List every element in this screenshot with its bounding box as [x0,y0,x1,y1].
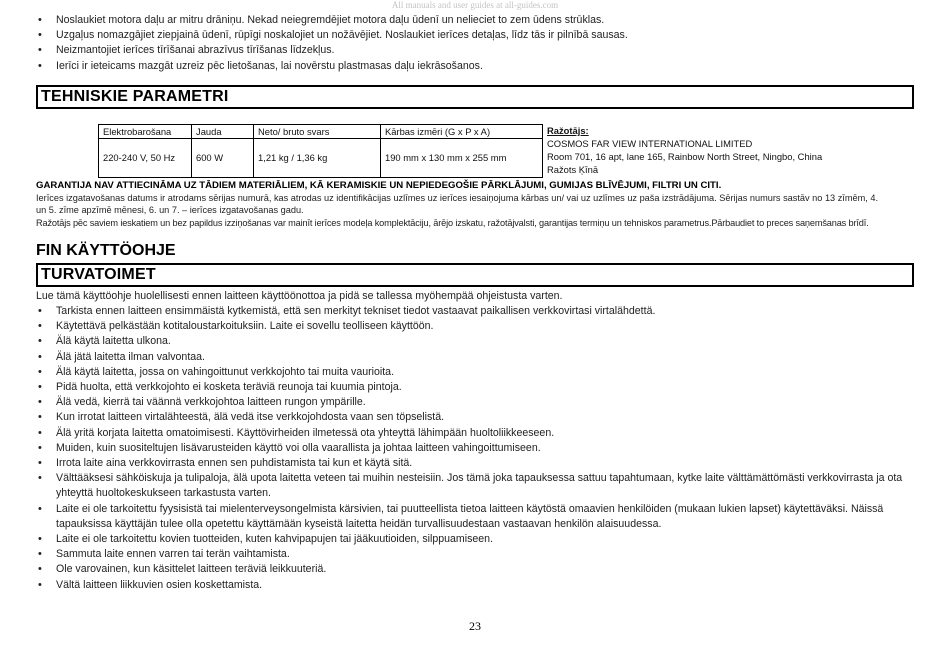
manufacturer-label: Ražotājs: [547,124,589,136]
list-item: • Muiden, kuin suositeltujen lisävarusteiden käyttö voi olla vaarallista ja johtaa laitteen vahingoittumiseen. [36,441,914,456]
table-header-cell: Neto/ bruto svars [254,124,381,138]
section-header-safety [36,263,914,287]
list-item: • Laite ei ole tarkoitettu kovien tuotteiden, kuten kahvipapujen tai jääkuutioiden, silppuamiseen. [36,532,914,547]
section-header-tech [36,85,914,109]
manufacturer-origin: Ražots Ķīnā [547,163,599,175]
table-header-cell: Kārbas izmēri (G x P x A) [381,124,543,138]
serial-number-text-cont: un 5. zīme apzīmē mēnesi, 6. un 7. – ierīces izgatavošanas gadu. [36,205,304,216]
list-item: • Tarkista ennen laitteen ensimmäistä kytkemistä, että sen merkityt tekniset tiedot vastaavat paikallisen verkkovirtasi virtalähdettä. [36,304,914,319]
serial-number-text: Ierīces izgatavošanas datums ir atrodams sērijas numurā, kas atrodas uz identifikācijas uzlīmes uz ierīces iesaiņojuma kārbas un/ vai uz uzlīmes uz paša izstrādājuma. Sērijas numurs sastāv no 13 zīmēm, 4. [36,192,879,203]
list-item: • Älä jätä laitetta ilman valvontaa. [36,350,914,365]
table-header-row [99,124,543,138]
warranty-notice: GARANTIJA NAV ATTIECINĀMA UZ TĀDIEM MATERIĀLIEM, KĀ KERAMISKIE UN NEPIEDEGOŠIE PĀRKLĀJUMI, GUMIJAS BLĪVĒJUMI, FILTRI UN CITI. [36,179,722,191]
manufacturer-rights-text: Ražotājs pēc saviem ieskatiem un bez papildus izziņošanas var mainīt ierīces modeļa komplektāciju, ārējo izskatu, ražotājvalsti, garantijas termiņu un tehniskos parametrus.Pārbaudiet to preces saņemšanas brīdī. [36,217,869,228]
list-item: • Noslaukiet motora daļu ar mitru drāniņu. Nekad neiegremdējiet motora daļu ūdenī un nelieciet to zem ūdens strūklas. [36,13,914,28]
table-header-cell: Elektrobarošana [99,124,192,138]
manufacturer-name: COSMOS FAR VIEW INTERNATIONAL LIMITED [547,137,753,149]
list-item: • Älä käytä laitetta ulkona. [36,334,914,349]
page-number: 23 [469,619,481,633]
section-title: TEHNISKIE PARAMETRI [41,87,229,105]
list-item: • Sammuta laite ennen varren tai terän vaihtamista. [36,547,914,562]
list-item: • Neizmantojiet ierīces tīrīšanai abrazīvus tīrīšanas līdzekļus. [36,43,914,58]
list-item: • Ierīci ir ieteicams mazgāt uzreiz pēc lietošanas, lai novērstu plastmasas daļu iekrāsošanos. [36,59,914,74]
list-item: • Ole varovainen, kun käsittelet laitteen teräviä leikkuuteriä. [36,562,914,577]
table-cell: 1,21 kg / 1,36 kg [254,138,381,177]
list-item: • Irrota laite aina verkkovirrasta ennen sen puhdistamista tai kun et käytä sitä. [36,456,914,471]
table-row [99,138,543,177]
cleaning-bullet-list [36,13,914,74]
heading-fin-manual: FIN KÄYTTÖOHJE [36,242,176,260]
list-item: • Älä yritä korjata laitetta omatoimisesti. Käyttövirheiden ilmetessä ota yhteyttä lähimpään huoltoliikkeeseen. [36,426,914,441]
table-cell: 220-240 V, 50 Hz [99,138,192,177]
intro-text: Lue tämä käyttöohje huolellisesti ennen laitteen käyttöönottoa ja pidä se tallessa myöhempää ohjeistusta varten. [36,290,563,303]
list-item: • Älä vedä, kierrä tai väännä verkkojohtoa laitteen rungon ympärille. [36,395,914,410]
manufacturer-address: Room 701, 16 apt, lane 165, Rainbow North Street, Ningbo, China [547,150,823,162]
manufacturer-info [547,124,822,176]
list-item: • Kun irrotat laitteen virtalähteestä, älä vedä itse verkkojohdosta vaan sen töpselistä. [36,410,914,425]
list-item: • Uzgaļus nomazgājiet ziepjainā ūdenī, rūpīgi noskalojiet un nožāvējiet. Noslaukiet ierīces detaļas, līdz tās ir pilnībā sausas. [36,28,914,43]
spec-table [98,124,543,178]
list-item: • Pidä huolta, että verkkojohto ei kosketa teräviä reunoja tai kuumia pintoja. [36,380,914,395]
list-item: • Laite ei ole tarkoitettu fyysisistä tai mielenterveysongelmista kärsivien, tai puutteellista tietoa laitteen käytöstä omaavien henkilöiden (mukaan lukien lapset) käytettäväksi. Näissä tapauksissa käyttäjän tulee olla opetettu käyttämään kyseistä laitetta heidän turvallisuudestaan vastaavan henkilön alaisuudessa. [36,502,914,532]
section-title: TURVATOIMET [41,266,156,284]
document-page [36,13,914,593]
table-cell: 600 W [192,138,254,177]
list-item: • Käytettävä pelkästään kotitaloustarkoituksiin. Laite ei sovellu teolliseen käyttöön. [36,319,914,334]
table-header-cell: Jauda [192,124,254,138]
list-item: • Välttääksesi sähköiskuja ja tulipaloja, älä upota laitetta veteen tai muihin nesteisiin. Jos tämä joka tapauksessa sattuu tapahtumaan, kytke laite välttämättömästi verkkovirrasta ja ota yhteyttä huoltokeskukseen tarkastusta varten. [36,471,914,501]
table-cell: 190 mm x 130 mm x 255 mm [381,138,543,177]
list-item: • Vältä laitteen liikkuvien osien koskettamista. [36,578,914,593]
watermark: All manuals and user guides at all-guides.com [391,0,559,10]
list-item: • Älä käytä laitetta, jossa on vahingoittunut verkkojohto tai muita vaurioita. [36,365,914,380]
safety-bullet-list [36,304,914,593]
spec-area [36,124,914,178]
